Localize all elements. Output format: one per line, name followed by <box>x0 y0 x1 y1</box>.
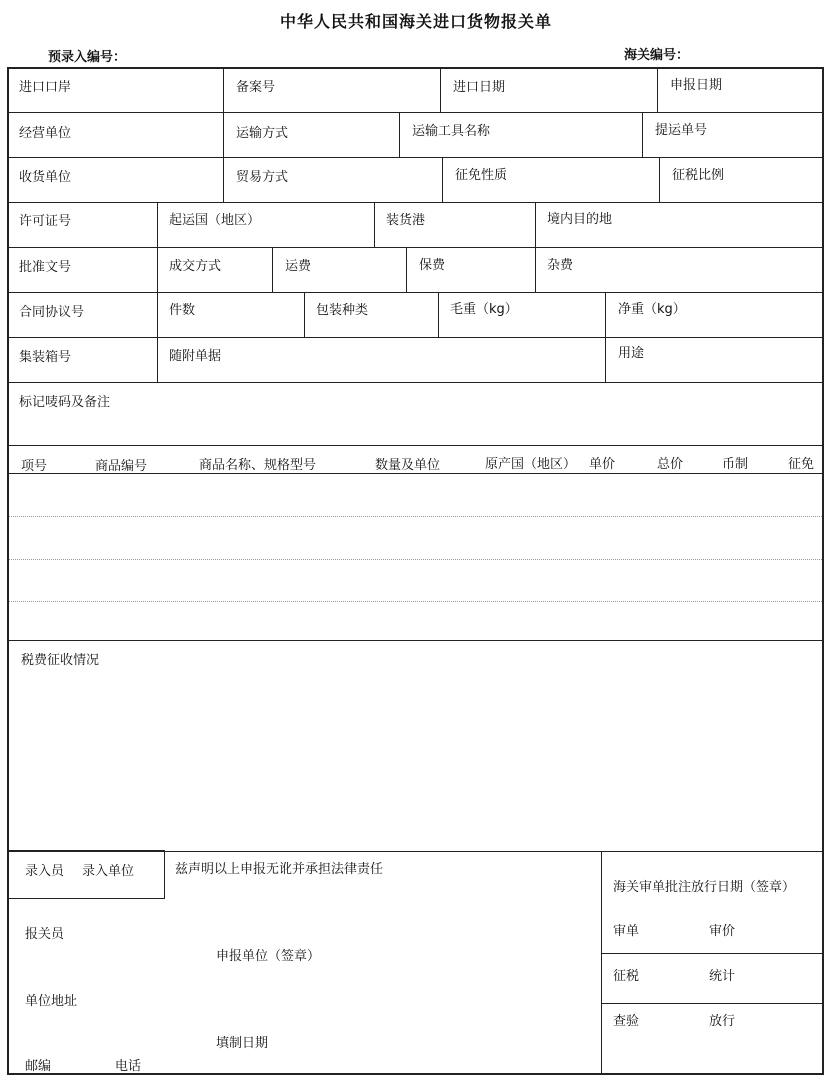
customs-number-label: 海关编号： <box>624 48 690 63</box>
origin-country-label: 起运国（地区） <box>169 213 261 228</box>
review-label: 审单 <box>613 924 640 939</box>
col-divider <box>657 69 658 112</box>
exemption-nature-label: 征免性质 <box>455 168 508 183</box>
row-divider <box>9 112 822 113</box>
goods-row-line <box>9 601 822 602</box>
gross-weight-label: 毛重（kg） <box>450 302 518 317</box>
goods-col-total-price: 总价 <box>657 457 684 472</box>
row-divider <box>9 247 822 248</box>
consignee-label: 收货单位 <box>19 170 72 185</box>
entry-clerk-label: 录入员 <box>25 864 65 879</box>
goods-col-quantity-unit: 数量及单位 <box>375 458 441 473</box>
postcode-label: 邮编 <box>25 1059 52 1074</box>
import-port-label: 进口口岸 <box>19 80 72 95</box>
statistics-label: 统计 <box>709 969 736 984</box>
col-divider <box>374 202 375 247</box>
declarant-label: 报关员 <box>25 927 65 942</box>
goods-col-currency: 币制 <box>722 457 749 472</box>
col-divider <box>642 112 643 157</box>
contract-number-label: 合同协议号 <box>19 305 85 320</box>
declaration-statement: 兹声明以上申报无讹并承担法律责任 <box>175 862 384 877</box>
loading-port-label: 装货港 <box>386 213 426 228</box>
inspection-label: 查验 <box>613 1014 640 1029</box>
unit-address-label: 单位地址 <box>25 994 78 1009</box>
transaction-mode-label: 成交方式 <box>169 259 222 274</box>
col-divider <box>223 69 224 112</box>
col-divider <box>223 157 224 202</box>
row-divider <box>9 202 822 203</box>
goods-col-exemption: 征免 <box>788 457 815 472</box>
record-number-label: 备案号 <box>236 80 276 95</box>
freight-label: 运费 <box>285 259 312 274</box>
col-divider <box>157 337 158 382</box>
row-divider <box>9 445 822 446</box>
col-divider <box>438 292 439 337</box>
col-divider <box>605 292 606 337</box>
row-divider <box>601 1003 822 1004</box>
declaration-date-label: 申报日期 <box>670 78 723 93</box>
trade-mode-label: 贸易方式 <box>236 170 289 185</box>
col-divider <box>272 247 273 292</box>
container-number-label: 集装箱号 <box>19 350 72 365</box>
business-unit-label: 经营单位 <box>19 126 72 141</box>
goods-col-name-spec: 商品名称、规格型号 <box>199 458 317 473</box>
import-date-label: 进口日期 <box>453 80 506 95</box>
transport-mode-label: 运输方式 <box>236 126 289 141</box>
domestic-destination-label: 境内目的地 <box>547 212 613 227</box>
customs-approval-label: 海关审单批注放行日期（签章） <box>613 880 796 895</box>
marks-remarks-label: 标记唛码及备注 <box>19 395 111 410</box>
attached-documents-label: 随附单据 <box>169 349 222 364</box>
transport-vehicle-label: 运输工具名称 <box>412 124 491 139</box>
insurance-label: 保费 <box>419 258 446 273</box>
row-divider <box>9 337 822 338</box>
goods-col-unit-price: 单价 <box>589 457 616 472</box>
col-divider <box>605 337 606 382</box>
col-divider <box>406 247 407 292</box>
usage-label: 用途 <box>618 346 645 361</box>
row-divider <box>9 157 822 158</box>
row-divider <box>9 292 822 293</box>
form-title: 中华人民共和国海关进口货物报关单 <box>279 12 552 31</box>
declaration-form <box>7 67 824 1075</box>
col-divider <box>157 292 158 337</box>
col-divider <box>601 851 602 1075</box>
col-divider <box>659 157 660 202</box>
package-count-label: 件数 <box>169 303 196 318</box>
misc-charges-label: 杂费 <box>547 258 574 273</box>
release-label: 放行 <box>709 1014 736 1029</box>
col-divider <box>304 292 305 337</box>
declaring-unit-seal-label: 申报单位（签章） <box>216 949 321 964</box>
col-divider <box>535 247 536 292</box>
goods-row-line <box>9 559 822 560</box>
goods-row-line <box>9 516 822 517</box>
tax-collection-label: 税费征收情况 <box>21 653 100 668</box>
col-divider <box>535 202 536 247</box>
goods-col-commodity-code: 商品编号 <box>95 459 148 474</box>
fill-date-label: 填制日期 <box>216 1036 269 1051</box>
license-number-label: 许可证号 <box>19 214 72 229</box>
row-divider <box>9 640 822 641</box>
col-divider <box>157 247 158 292</box>
col-divider <box>440 69 441 112</box>
pre-entry-number-label: 预录入编号： <box>48 50 127 65</box>
goods-col-origin: 原产国（地区） <box>485 457 577 472</box>
row-divider <box>9 382 822 383</box>
entry-unit-label: 录入单位 <box>82 864 135 879</box>
price-review-label: 审价 <box>709 924 736 939</box>
col-divider <box>442 157 443 202</box>
col-divider <box>157 202 158 247</box>
net-weight-label: 净重（kg） <box>618 302 686 317</box>
package-type-label: 包装种类 <box>316 303 369 318</box>
approval-number-label: 批准文号 <box>19 260 72 275</box>
tax-ratio-label: 征税比例 <box>672 168 725 183</box>
tax-levy-label: 征税 <box>613 969 640 984</box>
col-divider <box>223 112 224 157</box>
row-divider <box>601 953 822 954</box>
col-divider <box>399 112 400 157</box>
bill-of-lading-label: 提运单号 <box>655 123 708 138</box>
phone-label: 电话 <box>115 1059 142 1074</box>
goods-col-item-no: 项号 <box>21 459 48 474</box>
